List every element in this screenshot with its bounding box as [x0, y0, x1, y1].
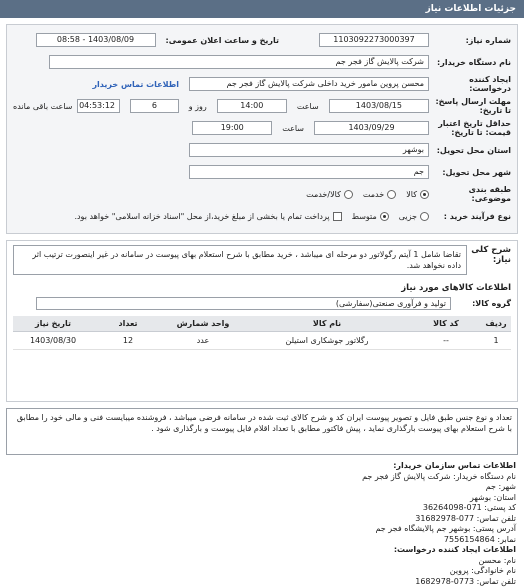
city-field: جم	[189, 165, 429, 179]
announce-label: تاریخ و ساعت اعلان عمومی:	[166, 36, 280, 45]
page-header	[0, 0, 524, 18]
cell-name: رگلاتور جوشکاری استیلن	[243, 332, 411, 350]
city-label: شهر محل تحویل:	[429, 168, 511, 177]
purchase-label: نوع فرآیند خرید :	[429, 212, 511, 221]
creator-field: محسن پروین مامور خرید داخلی شرکت پالایش گاز فجر جم	[189, 77, 429, 91]
radio-selected-icon	[380, 212, 389, 221]
validity-date-field: 1403/09/29	[314, 121, 429, 135]
category-label: طبقه بندی موضوعی:	[429, 185, 511, 203]
cell-date: 1403/08/30	[13, 332, 93, 350]
purchase-radio-medium[interactable]: متوسط	[352, 212, 389, 221]
province-label: استان محل تحویل:	[429, 146, 511, 155]
validity-time-label: ساعت	[282, 124, 304, 133]
need-details-panel	[6, 24, 518, 234]
purchase-radio-minor[interactable]: جزیی	[399, 212, 429, 221]
cell-code: --	[411, 332, 481, 350]
buyer-info-province: استان: بوشهر	[8, 493, 516, 504]
cell-qty: 12	[93, 332, 163, 350]
buyer-info-fax: نمابر: 7556154864	[8, 535, 516, 546]
payment-note: پرداخت تمام یا بخشی از مبلغ خرید،از محل "اسناد خزانه اسلامی" خواهد بود.	[74, 212, 329, 221]
goods-table	[13, 316, 511, 350]
buyer-info-address: آدرس پستی: بوشهر جم پالایشگاه فجر جم	[8, 524, 516, 535]
radio-icon	[387, 190, 396, 199]
page-title: جزئیات اطلاعات نیاز	[426, 4, 516, 14]
group-field: تولید و فرآوری صنعتی(سفارشی)	[36, 297, 451, 310]
group-label: گروه کالا:	[451, 299, 511, 308]
buyer-device-label: نام دستگاه خریدار:	[429, 58, 511, 67]
buyer-contact-info	[8, 461, 516, 587]
deadline-time-field: 14:00	[217, 99, 287, 113]
creator-label: ایجاد کننده درخواست:	[429, 75, 511, 93]
validity-time-field: 19:00	[192, 121, 272, 135]
category-radio-both[interactable]: کالا/خدمت	[306, 190, 353, 199]
col-qty: تعداد	[93, 316, 163, 332]
creator-info-title: اطلاعات ایجاد کننده درخواست:	[8, 545, 516, 556]
deadline-time-label: ساعت	[297, 102, 319, 111]
radio-icon	[420, 212, 429, 221]
radio-icon	[344, 190, 353, 199]
category-radio-service[interactable]: خدمت	[363, 190, 396, 199]
table-row	[13, 332, 511, 350]
buyer-info-title: اطلاعات تماس سازمان خریدار:	[8, 461, 516, 472]
days-remaining-field: 6	[130, 99, 179, 113]
creator-info-phone: تلفن تماس: 0773-1682978	[8, 577, 516, 587]
province-field: بوشهر	[189, 143, 429, 157]
deadline-date-field: 1403/08/15	[329, 99, 429, 113]
cell-unit: عدد	[163, 332, 243, 350]
buyer-info-name: نام دستگاه خریدار: شرکت پالایش گاز فجر جم	[8, 472, 516, 483]
buyer-device-field: شرکت پالایش گاز فجر جم	[49, 55, 429, 69]
buyer-note-box: تعداد و نوع جنس طبق فایل و تصویر پیوست ایران کد و شرح کالای ثبت شده در سامانه فرضی میباشد ، فروشنده میبایست فنی و مالی خود را مطابق با شرح استعلام بهای پیوست بارگذاری نماید ، پیش فاکتور مطابق با تعداد اقلام فایل پیوست و بارگذاری شود .	[6, 408, 518, 455]
remaining-time-field: 04:53:12	[77, 99, 120, 113]
goods-section-title: اطلاعات کالاهای مورد نیاز	[13, 283, 511, 293]
announce-field: 1403/08/09 - 08:58	[36, 33, 156, 47]
remaining-label: ساعت باقی مانده	[13, 102, 72, 111]
deadline-label: مهلت ارسال پاسخ: تا تاریخ:	[429, 97, 511, 115]
validity-label: حداقل تاریخ اعتبار قیمت: تا تاریخ:	[429, 119, 511, 137]
need-desc-box: تقاضا شامل 1 آیتم رگولاتور دو مرحله ای میباشد ، خرید مطابق با شرح استعلام بهای پیوست در سامانه در غیر اینصورت ترتیب اثر داده نخواهد شد.	[13, 245, 467, 275]
day-label: روز و	[189, 102, 207, 111]
category-radio-goods[interactable]: کالا	[406, 190, 429, 199]
col-row: ردیف	[481, 316, 511, 332]
col-name: نام کالا	[243, 316, 411, 332]
buyer-info-phone: تلفن تماس: 077-31682978	[8, 514, 516, 525]
buyer-contact-link[interactable]: اطلاعات تماس خریدار	[92, 80, 179, 89]
checkbox-icon	[333, 212, 342, 221]
col-code: کد کالا	[411, 316, 481, 332]
buyer-info-city: شهر: جم	[8, 482, 516, 493]
need-desc-label: شرح کلی نیاز:	[467, 245, 511, 275]
cell-row: 1	[481, 332, 511, 350]
need-number-field: 1103092273000397	[319, 33, 429, 47]
payment-checkbox[interactable]	[74, 212, 341, 221]
creator-info-last-name: نام خانوادگی: پروین	[8, 566, 516, 577]
buyer-info-postal: کد پستی: 071-36264098	[8, 503, 516, 514]
radio-selected-icon	[420, 190, 429, 199]
need-items-panel	[6, 240, 518, 402]
need-number-label: شماره نیاز:	[429, 36, 511, 45]
table-header-row	[13, 316, 511, 332]
creator-info-first-name: نام: محسن	[8, 556, 516, 567]
col-date: تاریخ نیاز	[13, 316, 93, 332]
col-unit: واحد شمارش	[163, 316, 243, 332]
